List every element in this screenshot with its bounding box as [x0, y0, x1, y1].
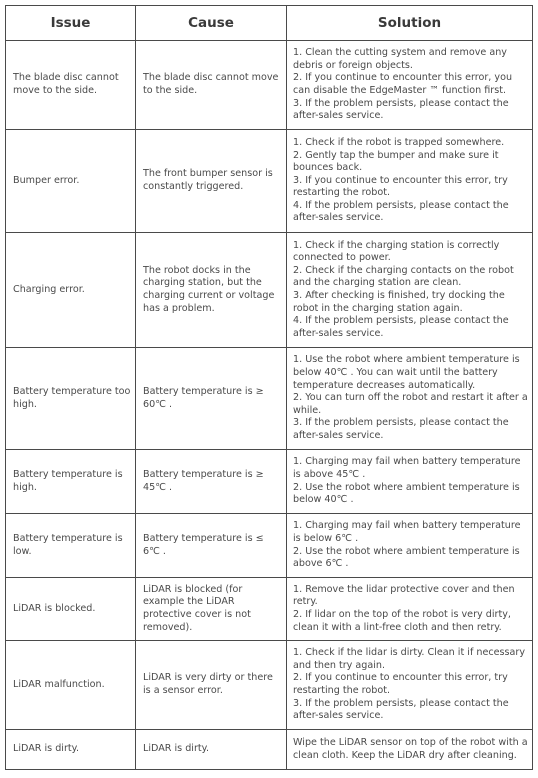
- table-row: [6, 730, 533, 770]
- solution-step: 2. Use the robot where ambient temperature is above 6℃ .: [293, 545, 520, 570]
- issue-cell: Battery temperature is low.: [6, 514, 136, 578]
- solution-step: 3. If the problem persists, please contact the after-sales service.: [293, 97, 509, 122]
- solution-step: 2. Use the robot where ambient temperature is below 40℃ .: [293, 481, 520, 506]
- solution-step: 3. If the problem persists, please contact the after-sales service.: [293, 697, 509, 722]
- header-row: [6, 6, 533, 41]
- solution-step: 3. If the problem persists, please contact the after-sales service.: [293, 417, 509, 441]
- troubleshooting-table: [5, 5, 533, 770]
- cause-cell: The robot docks in the charging station, but the charging current or voltage has a problem.: [136, 233, 287, 348]
- header-solution: Solution: [287, 6, 533, 41]
- solution-cell: [287, 730, 533, 770]
- solution-step: 1. Use the robot where ambient temperature is below 40℃ . You can wait until the battery temperature decreases automatically.: [293, 354, 520, 391]
- solution-step: 1. Check if the robot is trapped somewhere.: [293, 136, 505, 148]
- issue-cell: LiDAR is dirty.: [6, 730, 136, 770]
- cause-cell: LiDAR is blocked (for example the LiDAR protective cover is not removed).: [136, 578, 287, 641]
- solution-step: 1. Check if the charging station is correctly connected to power.: [293, 239, 500, 264]
- table-row: [6, 130, 533, 233]
- table-row: [6, 450, 533, 514]
- issue-cell: Battery temperature is high.: [6, 450, 136, 514]
- solution-cell: [287, 348, 533, 450]
- solution-step: 1. Remove the lidar protective cover and then retry.: [293, 583, 515, 608]
- issue-cell: Charging error.: [6, 233, 136, 348]
- issue-cell: LiDAR is blocked.: [6, 578, 136, 641]
- table-row: [6, 578, 533, 641]
- solution-step: 1. Clean the cutting system and remove any debris or foreign objects.: [293, 47, 507, 71]
- issue-cell: LiDAR malfunction.: [6, 641, 136, 730]
- solution-step: 2. Check if the charging contacts on the robot and the charging station are clean.: [293, 264, 514, 289]
- table-row: [6, 641, 533, 730]
- table-row: [6, 233, 533, 348]
- solution-cell: [287, 41, 533, 130]
- solution-step: 1. Charging may fail when battery temperature is below 6℃ .: [293, 520, 521, 544]
- cause-cell: Battery temperature is ≤ 6℃ .: [136, 514, 287, 578]
- solution-step: 4. If the problem persists, please contact the after-sales service.: [293, 199, 509, 224]
- header-cause: Cause: [136, 6, 287, 41]
- table-row: [6, 514, 533, 578]
- solution-step: 3. If you continue to encounter this error, try restarting the robot.: [293, 174, 508, 199]
- solution-cell: [287, 130, 533, 233]
- solution-step: 2. If you continue to encounter this error, you can disable the EdgeMaster ™ function first.: [293, 72, 513, 96]
- solution-step: 4. If the problem persists, please contact the after-sales service.: [293, 315, 509, 339]
- cause-cell: The front bumper sensor is constantly triggered.: [136, 130, 287, 233]
- cause-cell: LiDAR is dirty.: [136, 730, 287, 770]
- issue-cell: Battery temperature too high.: [6, 348, 136, 450]
- solution-step: 2. You can turn off the robot and restart it after a while.: [293, 392, 528, 416]
- cause-cell: Battery temperature is ≥ 45℃ .: [136, 450, 287, 514]
- solution-step: 1. Check if the lidar is dirty. Clean it if necessary and then try again.: [293, 647, 526, 671]
- solution-step: 2. If you continue to encounter this error, try restarting the robot.: [293, 672, 508, 696]
- table-row: [6, 41, 533, 130]
- troubleshooting-table-wrapper: [5, 5, 533, 770]
- issue-cell: The blade disc cannot move to the side.: [6, 41, 136, 130]
- solution-cell: [287, 233, 533, 348]
- solution-cell: [287, 450, 533, 514]
- solution-step: 3. After checking is finished, try docking the robot in the charging station again.: [293, 290, 505, 314]
- solution-step: Wipe the LiDAR sensor on top of the robot with a clean cloth. Keep the LiDAR dry after cleaning.: [293, 736, 528, 761]
- solution-step: 1. Charging may fail when battery temperature is above 45℃ .: [293, 456, 521, 480]
- issue-cell: Bumper error.: [6, 130, 136, 233]
- solution-step: 2. If lidar on the top of the robot is very dirty, clean it with a lint-free cloth and then retry.: [293, 609, 511, 633]
- table-row: [6, 348, 533, 450]
- cause-cell: LiDAR is very dirty or there is a sensor error.: [136, 641, 287, 730]
- solution-cell: [287, 641, 533, 730]
- solution-cell: [287, 578, 533, 641]
- cause-cell: The blade disc cannot move to the side.: [136, 41, 287, 130]
- solution-step: 2. Gently tap the bumper and make sure it bounces back.: [293, 149, 499, 174]
- cause-cell: Battery temperature is ≥ 60℃ .: [136, 348, 287, 450]
- solution-cell: [287, 514, 533, 578]
- header-issue: Issue: [6, 6, 136, 41]
